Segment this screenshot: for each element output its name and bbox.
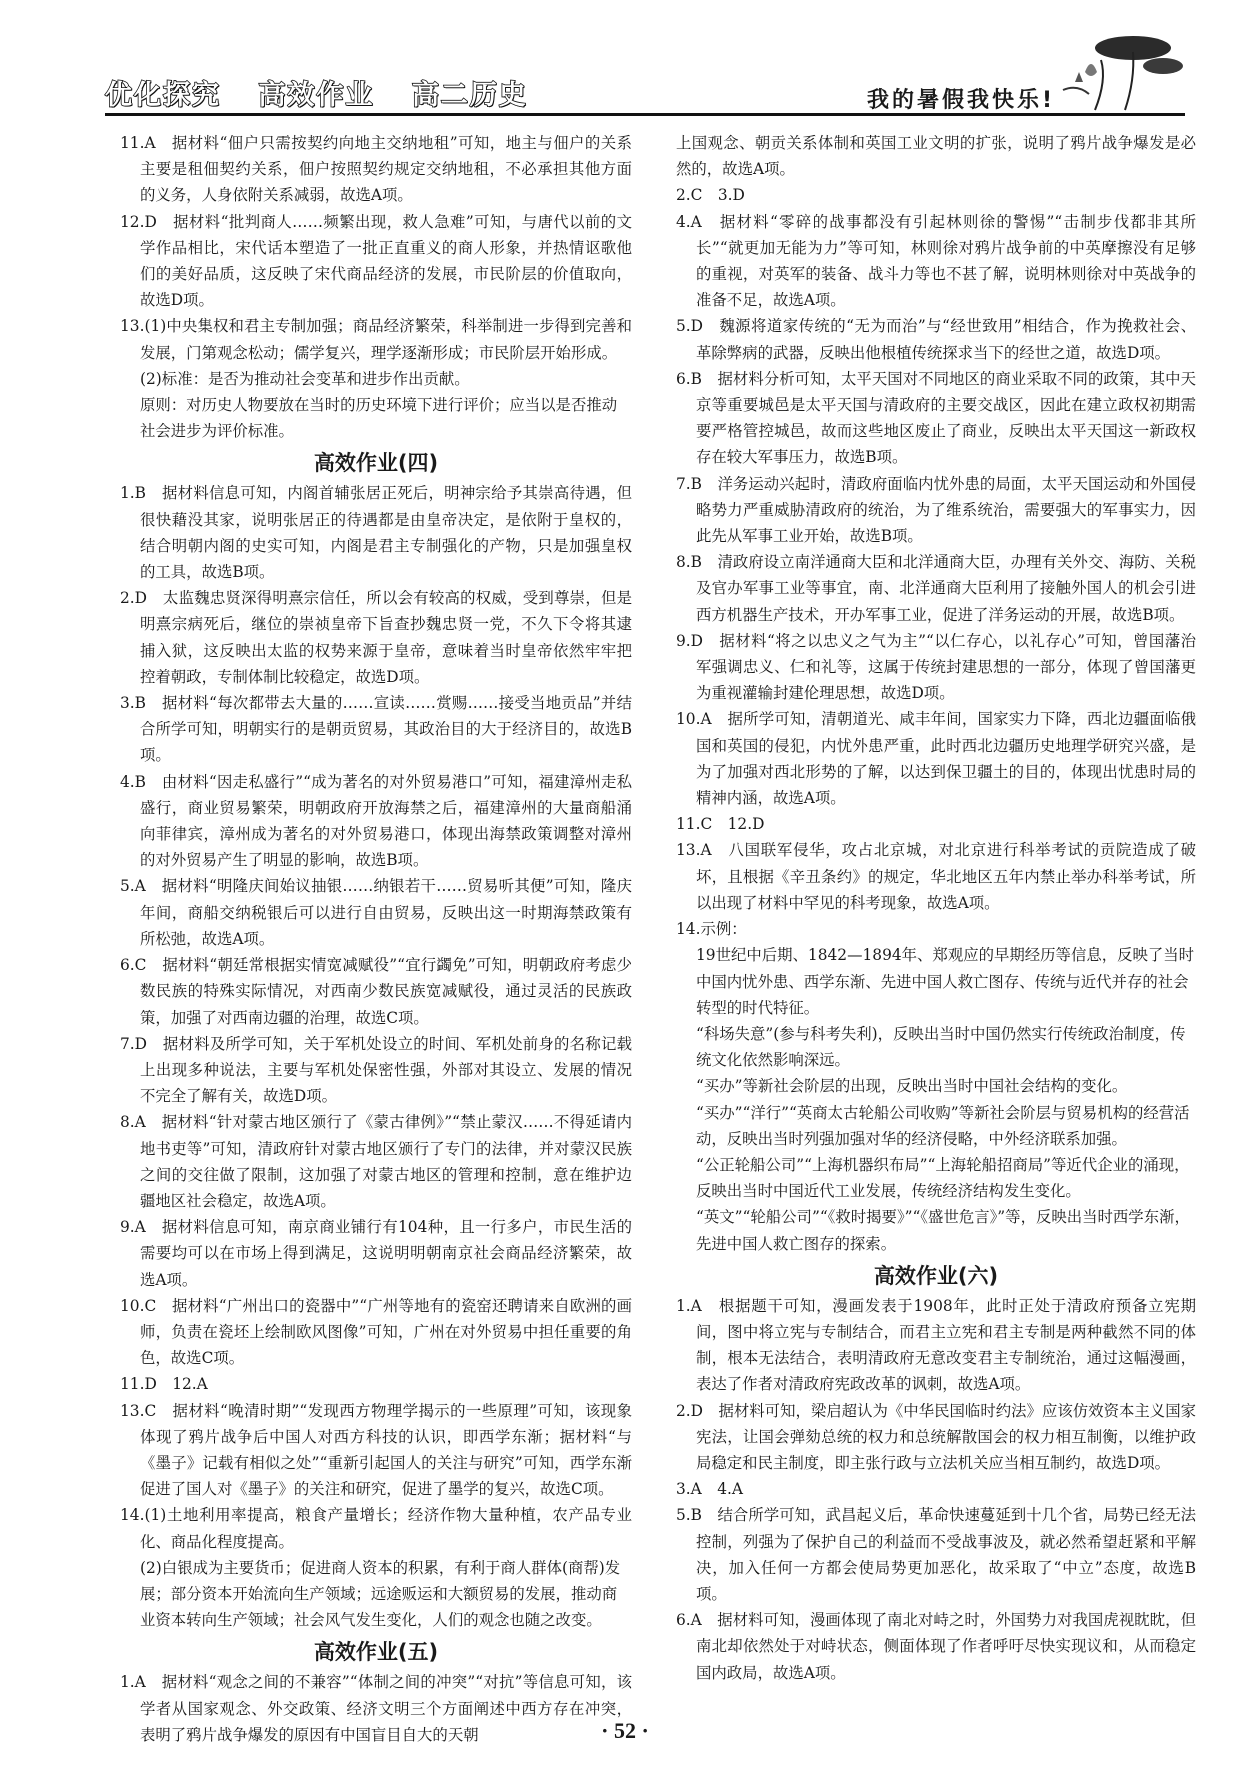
answer-item: “买办”等新社会阶层的出现，反映出当时中国社会结构的变化。 [696, 1077, 1128, 1096]
header-series: 优化探究 [105, 80, 221, 111]
answer-item: 1.A 据材料“观念之间的不兼容”“体制之间的冲突”“对抗”等信息可知，该学者从国家观念、外交政策、经济文明三个方面阐述中西方存在冲突，表明了鸦片战争爆发的原因有中国盲目自大的天朝 [120, 1673, 632, 1744]
answer-item: 4.A 据材料“零碎的战事都没有引起林则徐的警惕”“击制步伐都非其所长”“就更加无能为力”等可知，林则徐对鸦片战争前的中英摩擦没有足够的重视，对英军的装备、战斗力等也不甚了解，说明林则徐对中英战争的准备不足，故选A项。 [676, 212, 1196, 310]
answer-item: 3.B 据材料“每次都带去大量的……宣读……赏赐……接受当地贡品”并结合所学可知，明朝实行的是朝贡贸易，其政治目的大于经济目的，故选B项。 [120, 694, 632, 765]
section-heading: 高效作业(四) [313, 451, 439, 476]
answer-item: 13.C 据材料“晚清时期”“发现西方物理学揭示的一些原理”可知，该现象体现了鸦片战争后中国人对西方科技的认识，即西学东渐；据材料“与《墨子》记载有相似之处”“重新引起国人的关注与研究”可知，西学东渐促进了国人对《墨子》的关注和研究，促进了墨学的复兴，故选C项。 [120, 1401, 632, 1499]
section-heading: 高效作业(六) [873, 1263, 999, 1288]
answer-item: “公正轮船公司”“上海机器织布局”“上海轮船招商局”等近代企业的涌现，反映出当时中国近代工业发展，传统经济结构发生变化。 [696, 1155, 1190, 1201]
answer-item: 1.A 根据题干可知，漫画发表于1908年，此时正处于清政府预备立宪期间，图中将立宪与专制结合，而君主立宪和君主专制是两种截然不同的体制，根本无法结合，表明清政府无意改变君主专制统治，通过这幅漫画，表达了作者对清政府宪政改革的讽刺，故选A项。 [676, 1296, 1196, 1394]
header-subject: 高二历史 [411, 80, 528, 111]
page-number: · 52 · [601, 1718, 649, 1743]
answer-item: 原则：对历史人物要放在当时的历史环境下进行评价；应当以是否推动社会进步为评价标准。 [140, 396, 618, 441]
answer-item: 1.B 据材料信息可知，内阁首辅张居正死后，明神宗给予其崇高待遇，但很快藉没其家，说明张居正的待遇都是由皇帝决定，是依附于皇权的，结合明朝内阁的史实可知，内阁是君主专制强化的产物，只是加强皇权的工具，故选B项。 [120, 484, 632, 582]
right-column [676, 130, 1196, 1686]
header-slogan: 我的暑假我快乐! [866, 88, 1055, 113]
lotus-decoration-icon [1055, 20, 1185, 115]
answer-item: 5.B 结合所学可知，武昌起义后，革命快速蔓延到十几个省，局势已经无法控制，列强为了保护自己的利益而不受战事波及，就必然希望赶紧和平解决，加入任何一方都会使局势更加恶化，故采取了“中立”态度，故选B项。 [676, 1506, 1196, 1603]
answer-item: 12.D 据材料“批判商人……频繁出现，救人急难”可知，与唐代以前的文学作品相比，宋代话本塑造了一批正直重义的商人形象，并热情讴歌他们的美好品质，这反映了宋代商品经济的发展，市民阶层的价值取向，故选D项。 [120, 212, 632, 310]
answer-item: 11.C 12.D [676, 815, 765, 834]
answer-item: “科场失意”(参与科考失利)，反映出当时中国仍然实行传统政治制度，传统文化依然影响深远。 [696, 1024, 1186, 1070]
answer-item: 6.B 据材料分析可知，太平天国对不同地区的商业采取不同的政策，其中天京等重要城邑是太平天国与清政府的主要交战区，因此在建立政权初期需要严格管控城邑，故而这些地区废止了商业，反映出太平天国这一新政权存在较大军事压力，故选B项。 [676, 369, 1196, 467]
answer-item: 7.D 据材料及所学可知，关于军机处设立的时间、军机处前身的名称记载上出现多种说法，主要与军机处保密性强，外部对其设立、发展的情况不完全了解有关，故选D项。 [120, 1034, 632, 1106]
answer-item: 5.A 据材料“明隆庆间始议抽银……纳银若干……贸易听其便”可知，隆庆年间，商船交纳税银后可以进行自由贸易，反映出这一时期海禁政策有所松弛，故选A项。 [120, 877, 632, 948]
answer-item: 3.A 4.A [676, 1480, 743, 1499]
answer-item: 13.A 八国联军侵华，攻占北京城，对北京进行科举考试的贡院造成了破坏，且根据《辛丑条约》的规定，华北地区五年内禁止举办科举考试，所以出现了材料中罕见的科考现象，故选A项。 [676, 841, 1196, 912]
answer-item: 2.C 3.D [676, 186, 745, 205]
header-title [105, 73, 554, 112]
answer-item: 11.A 据材料“佃户只需按契约向地主交纳地租”可知，地主与佃户的关系主要是租佃契约关系，佃户按照契约规定交纳地租，不必承担其他方面的义务，人身依附关系减弱，故选A项。 [120, 134, 632, 205]
answer-item: 8.B 清政府设立南洋通商大臣和北洋通商大臣，办理有关外交、海防、关税及官办军事工业等事宜，南、北洋通商大臣利用了接触外国人的机会引进西方机器生产技术，开办军事工业，促进了洋务运动的开展，故选B项。 [676, 553, 1196, 624]
answer-item: (2)标准：是否为推动社会变革和进步作出贡献。 [140, 369, 470, 388]
answer-item: 14.示例： [676, 920, 747, 939]
answer-item: 4.B 由材料“因走私盛行”“成为著名的对外贸易港口”可知，福建漳州走私盛行，商业贸易繁荣，明朝政府开放海禁之后，福建漳州的大量商船涌向菲律宾，漳州成为著名的对外贸易港口，体现出海禁政策调整对漳州的对外贸易产生了明显的影响，故选B项。 [120, 772, 632, 870]
answer-item: 19世纪中后期、1842—1894年、郑观应的早期经历等信息，反映了当时中国内忧外患、西学东渐、先进中国人救亡图存、传统与近代并存的社会转型的时代特征。 [696, 946, 1195, 1017]
answer-item: (2)白银成为主要货币；促进商人资本的积累，有利于商人群体(商帮)发展；部分资本开始流向生产领域；远途贩运和大额贸易的发展，推动商业资本转向生产领域；社会风气发生变化，人们的观念也随之改变。 [140, 1558, 621, 1630]
header-subtitle: 高效作业 [258, 80, 375, 111]
answer-item: 6.C 据材料“朝廷常根据实情宽减赋役”“宜行蠲免”可知，明朝政府考虑少数民族的特殊实际情况，对西南少数民族宽减赋役，通过灵活的民族政策，加强了对西南边疆的治理，故选C项。 [120, 956, 632, 1027]
answer-item: 8.A 据材料“针对蒙古地区颁行了《蒙古律例》”“禁止蒙汉……不得延请内地书吏等”可知，清政府针对蒙古地区颁行了专门的法律，并对蒙汉民族之间的交往做了限制，这加强了对蒙古地区的管理和控制，意在维护边疆地区社会稳定，故选A项。 [120, 1113, 632, 1210]
answer-item: 11.D 12.A [120, 1375, 208, 1394]
answer-item: 上国观念、朝贡关系体制和英国工业文明的扩张，说明了鸦片战争爆发是必然的，故选A项。 [676, 134, 1196, 179]
answer-item: 10.A 据所学可知，清朝道光、咸丰年间，国家实力下降，西北边疆面临俄国和英国的侵犯，内忧外患严重，此时西北边疆历史地理学研究兴盛，是为了加强对西北形势的了解，以达到保卫疆土的目的，体现出忧患时局的精神内涵，故选A项。 [676, 710, 1196, 808]
answer-item: 14.(1)土地利用率提高，粮食产量增长；经济作物大量种植，农产品专业化、商品化程度提高。 [120, 1506, 632, 1551]
answer-item: 6.A 据材料可知，漫画体现了南北对峙之时，外国势力对我国虎视眈眈，但南北却依然处于对峙状态，侧面体现了作者呼吁尽快实现议和，从而稳定国内政局，故选A项。 [676, 1611, 1196, 1682]
answer-item: 2.D 据材料可知，梁启超认为《中华民国临时约法》应该仿效资本主义国家宪法，让国会弹劾总统的权力和总统解散国会的权力相互制衡，以维护政局稳定和民主制度，即主张行政与立法机关应当相互制约，故选D项。 [676, 1401, 1196, 1472]
left-column [120, 130, 632, 1748]
answer-item: “英文”“轮船公司”“《救时揭要》”“《盛世危言》”等，反映出当时西学东渐，先进中国人救亡图存的探索。 [696, 1208, 1190, 1253]
answer-item: 10.C 据材料“广州出口的瓷器中”“广州等地有的瓷窑还聘请来自欧洲的画师，负责在瓷坯上绘制欧风图像”可知，广州在对外贸易中担任重要的角色，故选C项。 [120, 1296, 632, 1368]
answer-item: 13.(1)中央集权和君主专制加强；商品经济繁荣，科举制进一步得到完善和发展，门第观念松动；儒学复兴，理学逐渐形成；市民阶层开始形成。 [120, 317, 632, 362]
answer-item: 9.A 据材料信息可知，南京商业铺行有104种，且一行多户，市民生活的需要均可以在市场上得到满足，这说明明朝南京社会商品经济繁荣，故选A项。 [120, 1218, 632, 1289]
page-header [105, 55, 1185, 116]
answer-item: “买办”“洋行”“英商太古轮船公司收购”等新社会阶层与贸易机构的经营活动，反映出当时列强加强对华的经济侵略，中外经济联系加强。 [696, 1103, 1190, 1148]
answer-item: 7.B 洋务运动兴起时，清政府面临内忧外患的局面，太平天国运动和外国侵略势力严重威胁清政府的统治，为了维系统治，需要强大的军事实力，因此先从军事工业开始，故选B项。 [676, 474, 1196, 546]
answer-item: 5.D 魏源将道家传统的“无为而治”与“经世致用”相结合，作为挽救社会、革除弊病的武器，反映出他根植传统探求当下的经世之道，故选D项。 [676, 317, 1196, 362]
answer-item: 9.D 据材料“将之以忠义之气为主”“以仁存心，以礼存心”可知，曾国藩治军强调忠义、仁和礼等，这属于传统封建思想的一部分，体现了曾国藩更为重视灌输封建伦理思想，故选D项。 [676, 631, 1196, 703]
answer-item: 2.D 太监魏忠贤深得明熹宗信任，所以会有较高的权威，受到尊崇，但是明熹宗病死后，继位的崇祯皇帝下旨查抄魏忠贤一党，不久下令将其逮捕入狱，这反映出太监的权势来源于皇帝，意味着当时皇帝依然牢牢把控着朝政，专制体制比较稳定，故选D项。 [120, 589, 632, 686]
section-heading: 高效作业(五) [313, 1640, 439, 1665]
